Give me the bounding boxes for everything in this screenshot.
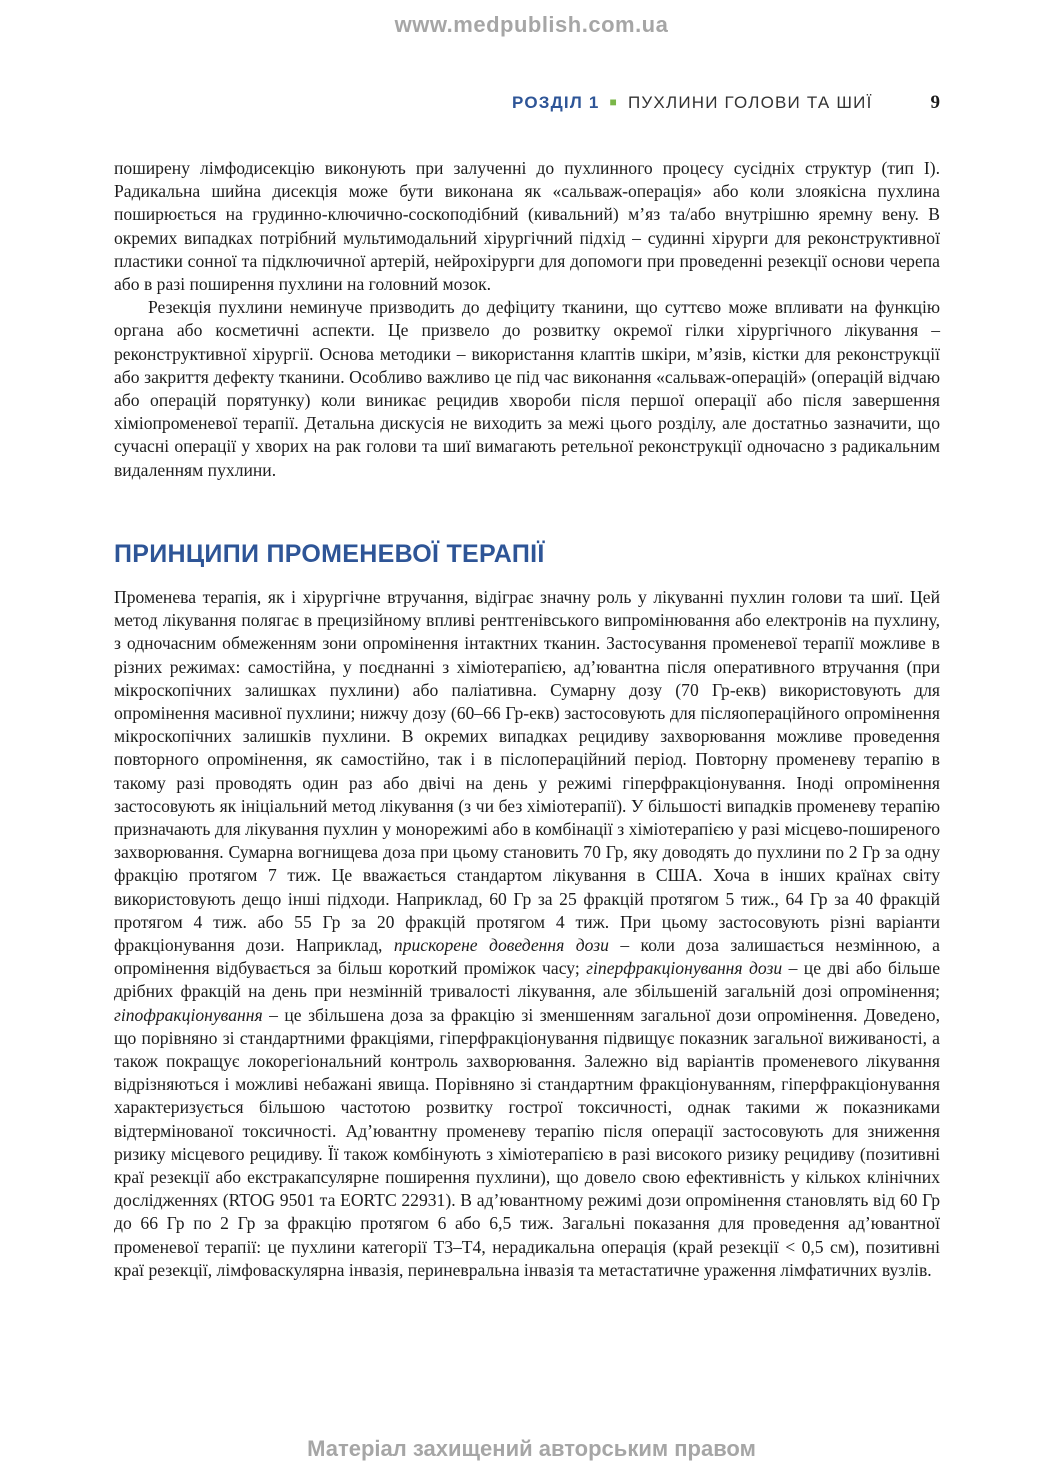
- page-number: 9: [930, 92, 940, 113]
- separator-square-icon: ■: [609, 95, 618, 109]
- text-run: – коли доза залишається незмінною, а опромінення відбувається за більш короткий проміжок часу;: [114, 935, 940, 979]
- text-run: – це дві або більше дрібних фракцій на день при незмінній тривалості лікування, але збільшеній загальній дозі опромінення;: [114, 958, 940, 1002]
- paragraph: [114, 586, 940, 1282]
- paragraph: Резекція пухлини неминуче призводить до дефіциту тканини, що суттєво може впливати на функцію органа або косметичні аспекти. Це призвело до розвитку окремої гілки хірургічного лікування – реконструктивної хірургії. Основа методики – використання клаптів шкіри, м’язів, кістки для реконструкції або закриття дефекту тканини. Особливо важливо це під час виконання «сальваж-операцій» (операцій відчаю або операцій порятунку) коли виникає рецидив хвороби після першої операції або після завершення хіміопроменевої терапії. Детальна дискусія не виходить за межі цього розділу, але достатньо зазначити, що сучасні операції у хворих на рак голови та шиї вимагають ретельної реконструкції одночасно з радикальним видаленням пухлини.: [114, 297, 940, 480]
- radiotherapy-text: [114, 586, 940, 1282]
- text-run: – це збільшена доза за фракцію зі зменшенням загальної дози опромінення. Доведено, що порівняно зі стандартними фракціями, гіперфракціонування підвищує показник загальної виживаності, а також покращує локорегіональний контроль захворювання. Залежно від варіантів променевого лікування відрізняються і можливі небажані явища. Порівняно зі стандартним фракціонуванням, гіперфракціонування характеризується більшою частотою розвитку гострої токсичності, однак такими ж показниками відтермінованої токсичності. Ад’ювантну променеву терапію після операції застосовують для зниження ризику місцевого рецидиву. Її також комбінують з хіміотерапією в разі високого ризику рецидиву (позитивні краї резекції або екстракапсулярне поширення пухлини), що довело свою ефективність у кількох клінічних дослідженнях (RTOG 9501 та EORTC 22931). В ад’ювантному режимі дози опромінення становлять від 60 Гр до 66 Гр по 2 Гр за фракцію протягом 6 або 6,5 тиж. Загальні показання для проведення ад’ювантної променевої терапії: це пухлини категорії T3–T4, нерадикальна операція (край резекції < 0,5 см), позитивні краї резекції, лімфоваскулярна інвазія, периневральна інвазія та метастатичне ураження лімфатичних вузлів.: [114, 1004, 940, 1280]
- copyright-watermark: Матеріал захищений авторським правом: [307, 1436, 756, 1461]
- italic-term: прискорене доведення дози: [393, 935, 609, 956]
- paragraph: поширену лімфодисекцію виконують при залученні до пухлинного процесу сусідніх структур (тип I). Радикальна шийна дисекція може бути виконана як «сальваж-операція» або коли злоякісна пухлина поширюється на грудинно-ключично-соскоподібний (кивальний) м’яз та/або внутрішню яремну вену. В окремих випадках потрібний мультимодальний хірургічний підхід – судинні хірурги для реконструктивної пластики сонної та підключичної артерій, нейрохірурги для допомоги при проведенні резекції основи черепа або в разі поширення пухлини на головний мозок.: [114, 158, 940, 295]
- text-run: Променева терапія, як і хірургічне втручання, відіграє значну роль у лікуванні пухлин голови та шиї. Цей метод лікування полягає в прецизійному впливі рентгенівського випромінювання або електронів на пухлину, з одночасним обмеженням зони опромінення інтактних тканин. Застосування променевої терапії можливе в різних режимах: самостійна, у поєднанні з хіміотерапією, ад’ювантна після оперативного втручання (при мікроскопічних залишках пухлини) або паліативна. Сумарну дозу (70 Гр-екв) використовують для опромінення масивної пухлини; нижчу дозу (60–66 Гр-екв) застосовують для післяопераційного опромінення мікроскопічних залишків пухлини. В окремих випадках рецидиву захворювання можливе проведення повторного опромінення, як самостійно, так і в післопераційний період. Повторну променеву терапію в такому разі проводять один раз або двічі на день у режимі гіперфракціонування. Іноді опромінення застосовують як ініціальний метод лікування (з чи без хіміотерапії). У більшості випадків променеву терапію призначають для лікування пухлин у монорежимі або в комбінації з хіміотерапією у разі місцево-поширеного захворювання. Сумарна вогнищева доза при цьому становить 70 Гр, яку доводять до пухлини по 2 Гр за одну фракцію протягом 7 тиж. Це вважається стандартом лікування в США. Хоча в інших країнах світу використовують дещо інші підходи. Наприклад, 60 Гр за 25 фракцій протягом 5 тиж., 64 Гр за 40 фракцій протягом 4 тиж. або 55 Гр за 20 фракцій протягом 4 тиж. При цьому застосовують різні варіанти фракціонування дози. Наприклад,: [114, 587, 940, 956]
- italic-term: гіпофракціонування: [114, 1004, 263, 1025]
- watermark-url: www.medpublish.com.ua: [394, 12, 669, 37]
- intro-text: [114, 157, 940, 482]
- section-title: ПУХЛИНИ ГОЛОВИ ТА ШИЇ: [628, 93, 873, 112]
- section-heading: ПРИНЦИПИ ПРОМЕНЕВОЇ ТЕРАПІЇ: [114, 540, 545, 568]
- chapter-label: РОЗДІЛ 1: [512, 93, 600, 112]
- running-header: [114, 92, 940, 116]
- italic-term: гіперфракціонування дози: [586, 958, 783, 979]
